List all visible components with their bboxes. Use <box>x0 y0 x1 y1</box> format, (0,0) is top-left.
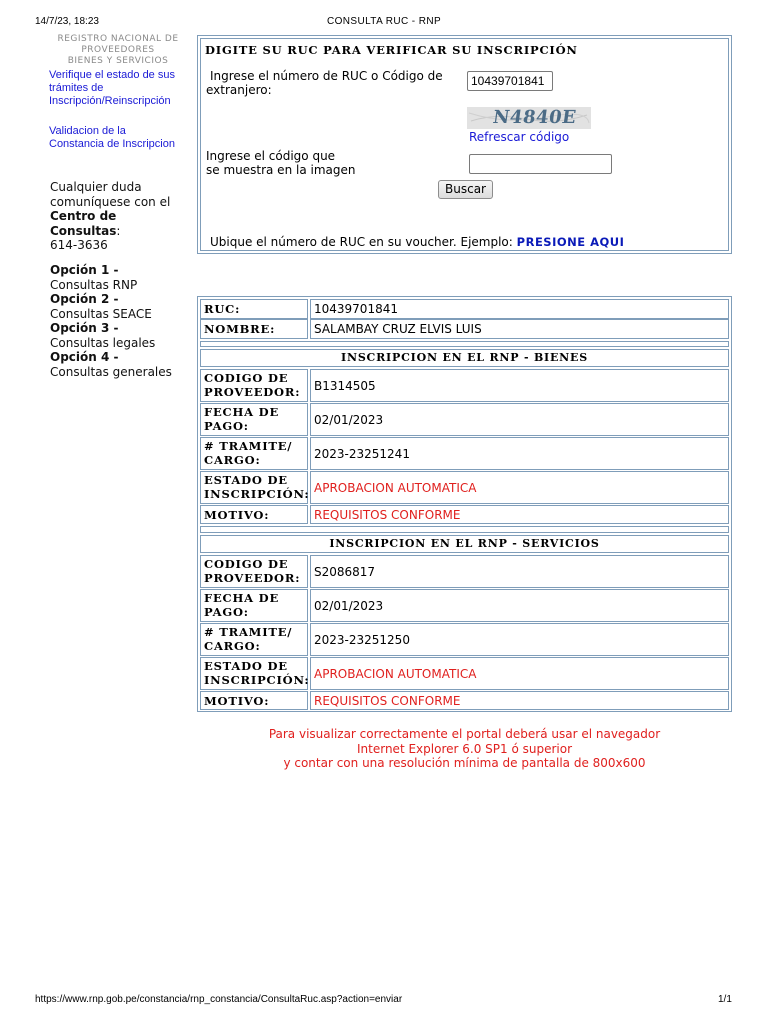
spacer-row <box>200 526 729 533</box>
bienes-tramite-label: # TRAMITE/ CARGO: <box>200 437 308 470</box>
form-title: DIGITE SU RUC PARA VERIFICAR SU INSCRIPCIÓN <box>205 43 578 57</box>
org-name: REGISTRO NACIONAL DE PROVEEDORES BIENES Y SERVICIOS <box>57 34 179 66</box>
print-datetime: 14/7/23, 18:23 <box>35 16 99 27</box>
servicios-section-title: INSCRIPCION EN EL RNP - SERVICIOS <box>200 535 729 553</box>
bienes-motivo-value: REQUISITOS CONFORME <box>310 505 729 524</box>
name-value-cell: SALAMBAY CRUZ ELVIS LUIS <box>310 319 729 339</box>
option-item: Opción 4 - <box>50 350 119 364</box>
option-item: Opción 1 - <box>50 263 119 277</box>
servicios-fecha-value: 02/01/2023 <box>310 589 729 622</box>
bienes-fecha-value: 02/01/2023 <box>310 403 729 436</box>
bienes-section-title: INSCRIPCION EN EL RNP - BIENES <box>200 349 729 367</box>
servicios-motivo-label: MOTIVO: <box>200 691 308 710</box>
servicios-motivo-value: REQUISITOS CONFORME <box>310 691 729 710</box>
servicios-codigo-value: S2086817 <box>310 555 729 588</box>
contact-options: Opción 1 - Consultas RNP Opción 2 - Consultas SEACE Opción 3 - Consultas legales Opción 4 - Consultas generales <box>50 263 172 379</box>
bienes-fecha-label: FECHA DE PAGO: <box>200 403 308 436</box>
voucher-example-link[interactable]: PRESIONE AQUI <box>516 235 625 249</box>
ruc-label-cell: RUC: <box>200 299 308 319</box>
spacer-row <box>200 341 729 347</box>
sidebar <box>48 34 188 67</box>
bienes-estado-label: ESTADO DE INSCRIPCIÓN: <box>200 471 308 504</box>
ruc-input[interactable]: 10439701841 <box>467 71 553 91</box>
captcha-text: N4840E <box>491 107 578 128</box>
servicios-estado-label: ESTADO DE INSCRIPCIÓN: <box>200 657 308 690</box>
servicios-estado-value: APROBACION AUTOMATICA <box>310 657 729 690</box>
bienes-motivo-label: MOTIVO: <box>200 505 308 524</box>
servicios-tramite-label: # TRAMITE/ CARGO: <box>200 623 308 656</box>
print-page-number: 1/1 <box>718 994 732 1005</box>
ruc-value-cell: 10439701841 <box>310 299 729 319</box>
browser-requirements-note: Para visualizar correctamente el portal deberá usar el navegador Internet Explorer 6.0 SP1 ó superior y contar con una resolución mínima de pantalla de 800x600 <box>268 727 661 770</box>
captcha-image <box>467 107 591 129</box>
servicios-fecha-label: FECHA DE PAGO: <box>200 589 308 622</box>
search-button[interactable]: Buscar <box>438 180 493 199</box>
voucher-hint: Ubique el número de RUC en su voucher. Ejemplo: PRESIONE AQUI <box>210 235 625 249</box>
link-verify-status[interactable]: Verifique el estado de sus trámites de Inscripción/Reinscripción <box>49 69 175 107</box>
ruc-search-inner <box>200 38 729 251</box>
bienes-codigo-value: B1314505 <box>310 369 729 402</box>
contact-info: Cualquier duda comuníquese con el Centro de Consultas: 614-3636 <box>50 180 171 252</box>
code-label: Ingrese el código que se muestra en la imagen <box>206 149 356 177</box>
name-label-cell: NOMBRE: <box>200 319 308 339</box>
bienes-tramite-value: 2023-23251241 <box>310 437 729 470</box>
bienes-codigo-label: CODIGO DE PROVEEDOR: <box>200 369 308 402</box>
bienes-estado-value: APROBACION AUTOMATICA <box>310 471 729 504</box>
servicios-codigo-label: CODIGO DE PROVEEDOR: <box>200 555 308 588</box>
captcha-code-input[interactable] <box>469 154 612 174</box>
option-item: Opción 3 - <box>50 321 119 335</box>
contact-phone: 614-3636 <box>50 238 108 252</box>
link-validate-constancia[interactable]: Validacion de la Constancia de Inscripcion <box>49 125 175 150</box>
ruc-search-form <box>197 35 732 254</box>
option-item: Opción 2 - <box>50 292 119 306</box>
refresh-code-link[interactable]: Refrescar código <box>469 130 570 144</box>
servicios-tramite-value: 2023-23251250 <box>310 623 729 656</box>
print-url: https://www.rnp.gob.pe/constancia/rnp_constancia/ConsultaRuc.asp?action=enviar <box>35 994 403 1005</box>
print-title: CONSULTA RUC - RNP <box>326 16 442 27</box>
results-table <box>197 296 732 712</box>
ruc-label: Ingrese el número de RUC o Código de extranjero: <box>206 69 443 97</box>
